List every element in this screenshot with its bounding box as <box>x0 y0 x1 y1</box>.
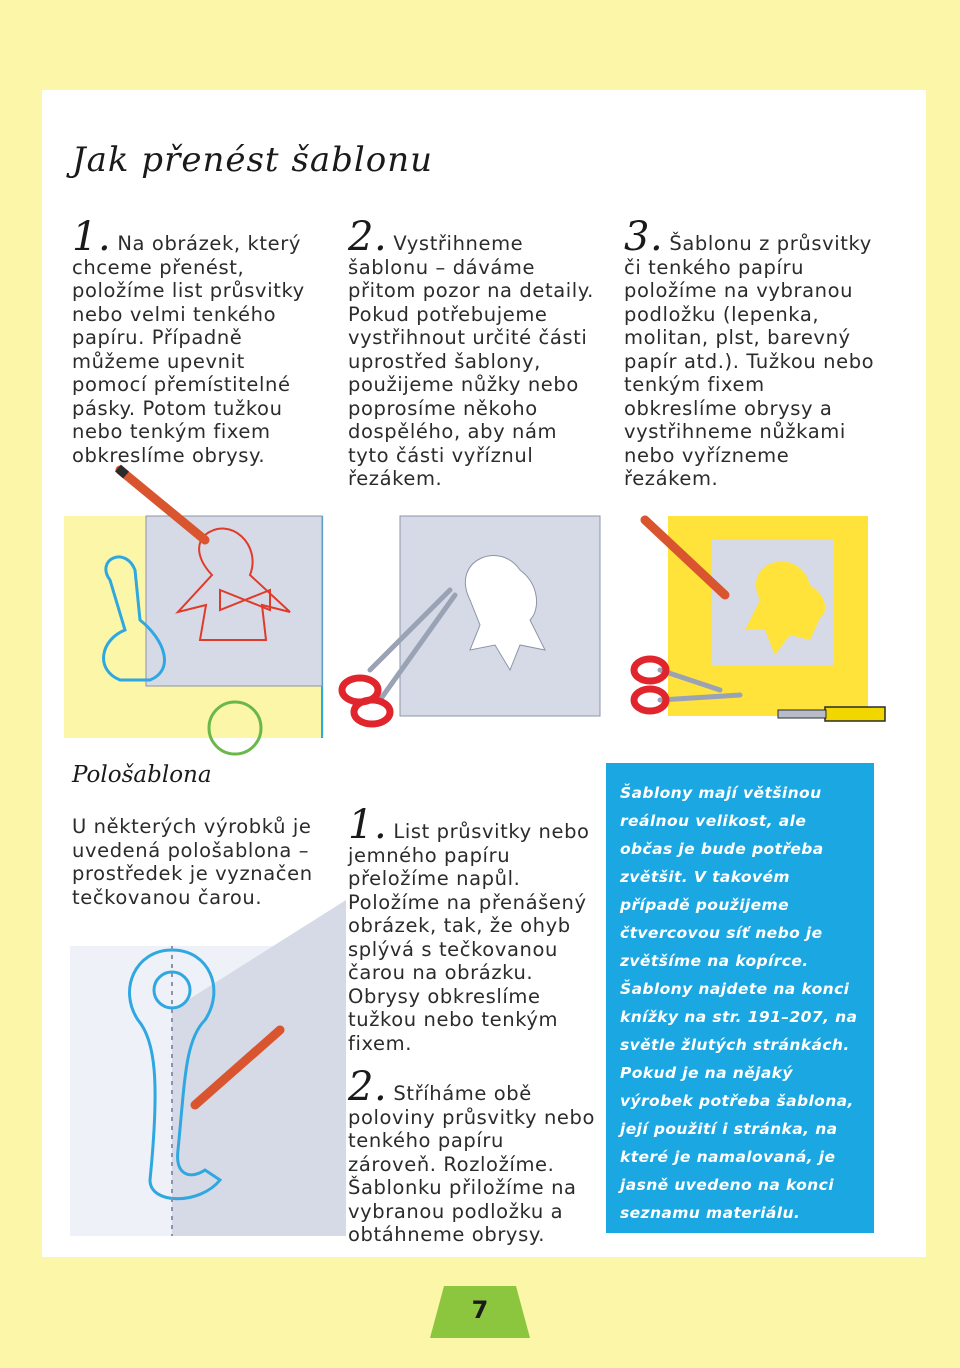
step-3-number: 3. <box>624 214 664 260</box>
step-2-number: 2. <box>348 214 388 260</box>
step-1-number: 1. <box>72 214 112 260</box>
template-on-board-illustration <box>634 516 885 721</box>
page-number: 7 <box>471 1296 489 1324</box>
polosablona-text: U některých výrobků je uvedená pološablona – prostředek je vyznačen tečkovanou čarou. <box>72 815 313 909</box>
step-1-text: Na obrázek, který chceme přenést, položíme list průsvitky nebo velmi tenkého papíru. Případně můžeme upevnit pomocí přemístitelné pásky. Potom tužkou nebo tenkým fixem obkreslíme obrysy. <box>72 232 305 467</box>
half-step-1 <box>348 802 596 1055</box>
half-step-1-text: List průsvitky nebo jemného papíru přeložíme napůl. Položíme na přenášený obrázek, tak, že ohyb splývá s tečkovanou čarou na obrázku. Obrysy obkreslíme tužkou nebo tenkým fixem. <box>348 820 590 1055</box>
note-box <box>606 763 874 1233</box>
step-2-text: Vystřihneme šablonu – dáváme přitom pozor na detaily. Pokud potřebujeme vystřihnout určité části uprostřed šablony, použijeme nůžky nebo poprosíme někoho dospělého, aby nám tyto části vyříznul řezákem. <box>348 232 594 490</box>
page-title: Jak přenést šablonu <box>72 140 434 180</box>
half-step-2-number: 2. <box>348 1064 388 1110</box>
polosablona-title: Pološablona <box>72 762 212 788</box>
half-step-2 <box>348 1064 596 1247</box>
tracing-illustration <box>64 468 324 754</box>
note-text: Šablony mají většinou reálnou velikost, ale občas je bude potřeba zvětšit. V takovém případě použijeme čtvercovou síť nebo je zvětšíme na kopírce. Šablony najdete na konci knížky na str. 191–207, na světle žlutých stránkách. Pokud je na nějaký výrobek potřeba šablona, její použití i stránka, na které je namalovaná, je jasně uvedeno na konci seznamu materiálu. <box>620 784 858 1222</box>
cutting-illustration <box>342 516 600 724</box>
half-step-1-number: 1. <box>348 802 388 848</box>
half-template-illustration <box>70 900 346 1236</box>
step-3-text: Šablonu z průsvitky či tenkého papíru položíme na vybranou podložku (lepenka, molitan, plst, barevný papír atd.). Tužkou nebo tenkým fixem obkreslíme obrysy a vystřihneme nůžkami nebo vyřízneme řezákem. <box>624 232 875 490</box>
half-step-2-text: Stříháme obě poloviny průsvitky nebo tenkého papíru zároveň. Rozložíme. Šablonku přiložíme na vybranou podložku a obtáhneme obrysy. <box>348 1082 596 1246</box>
